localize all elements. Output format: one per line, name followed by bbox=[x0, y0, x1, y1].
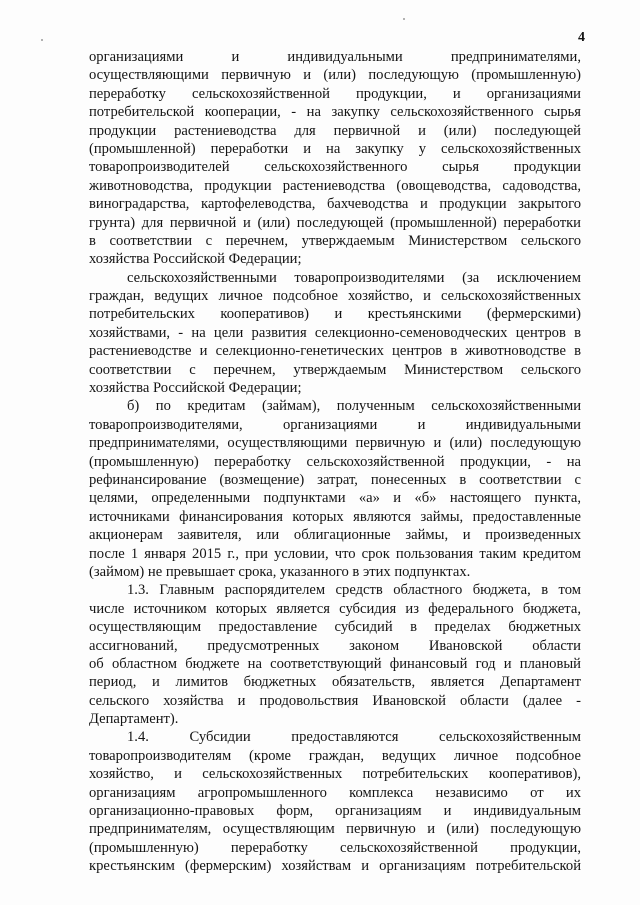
text-line: в соответствии с перечнем, утверждаемым Министерством сельского bbox=[89, 232, 581, 249]
text-line: б) по кредитам (займам), полученным сельскохозяйственными bbox=[127, 398, 581, 415]
text-line: соответствии с перечнем, утверждаемым Министерством сельского bbox=[89, 361, 581, 378]
text-line: хозяйствами, - на цели развития селекционно-семеноводческих центров в bbox=[89, 324, 581, 341]
text-line: числе источником которых является субсидия из федерального бюджета, bbox=[89, 600, 581, 617]
text-line: предпринимателями, осуществляющими первичную и (или) последующую bbox=[89, 435, 581, 452]
text-line: после 1 января 2015 г., при условии, что срок пользования таким кредитом bbox=[89, 545, 581, 562]
text-line: 1.3. Главным распорядителем средств областного бюджета, в том bbox=[127, 582, 581, 599]
text-line: об областном бюджете на соответствующий финансовый год и плановый bbox=[89, 655, 581, 672]
text-line: 1.4. Субсидии предоставляются сельскохозяйственным bbox=[127, 729, 581, 746]
paragraph bbox=[89, 397, 581, 581]
text-line: (промышленную) переработку сельскохозяйственной продукции, bbox=[89, 839, 581, 856]
paragraph bbox=[89, 728, 581, 875]
text-line: граждан, ведущих личное подсобное хозяйство, и сельскохозяйственных bbox=[89, 288, 581, 305]
paragraph bbox=[89, 48, 581, 269]
text-line: организациям агропромышленного комплекса независимо от их bbox=[89, 784, 581, 801]
text-line: ассигнований, предусмотренных законом Ивановской области bbox=[89, 637, 581, 654]
text-line: источниками финансирования которых являются займы, предоставленные bbox=[89, 508, 581, 525]
scan-speck bbox=[403, 18, 405, 20]
paragraph bbox=[89, 581, 581, 728]
text-line: грунта) для первичной и (или) последующей (промышленной) переработки bbox=[89, 214, 581, 231]
text-line: товаропроизводителей сельскохозяйственного сырья продукции bbox=[89, 159, 581, 176]
document-body bbox=[89, 48, 581, 876]
text-line: потребительской кооперации, - на закупку сельскохозяйственного сырья bbox=[89, 104, 581, 121]
text-line: хозяйства Российской Федерации; bbox=[89, 251, 302, 268]
text-line: растениеводстве и селекционно-генетических центров в животноводстве в bbox=[89, 343, 581, 360]
text-line: (промышленной) переработки и на закупку у сельскохозяйственных bbox=[89, 140, 581, 157]
text-line: организациями и индивидуальными предпринимателями, bbox=[89, 49, 581, 65]
text-line: сельскохозяйственными товаропроизводителями (за исключением bbox=[127, 269, 581, 286]
text-line: товаропроизводителями, организациями и индивидуальными bbox=[89, 416, 581, 433]
text-line: переработку сельскохозяйственной продукции, и организациями bbox=[89, 85, 581, 102]
text-line: хозяйство, и сельскохозяйственных потребительских кооперативов), bbox=[89, 766, 581, 783]
text-line: виноградарства, картофелеводства, бахчеводства и продукции закрытого bbox=[89, 196, 581, 213]
text-line: хозяйства Российской Федерации; bbox=[89, 380, 302, 397]
text-line: период, и лимитов бюджетных обязательств, является Департамент bbox=[89, 674, 581, 691]
text-line: организационно-правовых форм, организациям и индивидуальным bbox=[89, 803, 581, 820]
text-line: потребительских кооперативов) и крестьянскими (фермерскими) bbox=[89, 306, 581, 323]
text-line: Департамент). bbox=[89, 711, 179, 728]
text-line: животноводства, продукции растениеводства (овощеводства, садоводства, bbox=[89, 177, 581, 194]
text-line: осуществляющими первичную и (или) последующую (промышленную) bbox=[89, 67, 581, 84]
scan-speck bbox=[41, 39, 43, 41]
text-line: акционерам заявителя, или облигационные займы, и произведенных bbox=[89, 527, 581, 544]
text-line: крестьянским (фермерским) хозяйствам и организациям потребительской bbox=[89, 858, 581, 875]
text-line: рефинансирование (возмещение) затрат, понесенных в соответствии с bbox=[89, 471, 581, 488]
page-number: 4 bbox=[578, 30, 585, 45]
text-line: сельского хозяйства и продовольствия Ивановской области (далее - bbox=[89, 692, 581, 709]
text-line: продукции растениеводства для первичной и (или) последующей bbox=[89, 122, 581, 139]
text-line: (займом) не превышает срока, указанного в этих подпунктах. bbox=[89, 563, 471, 580]
text-line: товаропроизводителям (кроме граждан, ведущих личное подсобное bbox=[89, 747, 581, 764]
text-line: (промышленную) переработку сельскохозяйственной продукции, - на bbox=[89, 453, 581, 470]
text-line: предпринимателям, осуществляющим первичную и (или) последующую bbox=[89, 821, 581, 838]
text-line: осуществляющим предоставление субсидий в пределах бюджетных bbox=[89, 619, 581, 636]
paragraph bbox=[89, 269, 581, 398]
text-line: целями, определенными подпунктами «а» и «б» настоящего пункта, bbox=[89, 490, 581, 507]
